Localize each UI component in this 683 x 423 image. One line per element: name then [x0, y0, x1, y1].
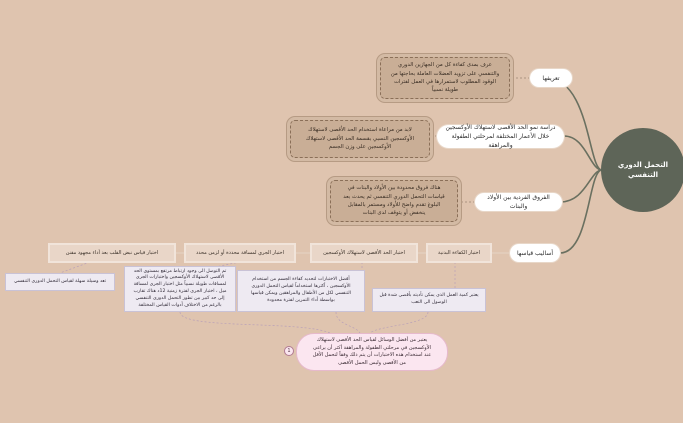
summary-badge: 1 — [284, 346, 294, 356]
branch-gender-differences[interactable]: الفروق الفردية بين الأولاد والبنات — [475, 193, 562, 211]
desc-physical-efficiency[interactable]: يعتبر كمية العمل الذي يمكن تأديته بأقصى شدة قبل الوصول الى التعب — [372, 288, 486, 312]
branch-definition[interactable]: تعريفها — [530, 69, 572, 87]
branch-vo2max-growth[interactable]: دراسة نمو الحد الأقصى لاستهلاك الأوكسجين خلال الأعمار المختلفة لمرحلتي الطفولة والمراهقة — [437, 125, 564, 148]
method-physical-efficiency[interactable]: اختبار الكفاءة البدنية — [428, 245, 490, 261]
branch-measurement-methods[interactable]: أساليب قياسها — [510, 244, 560, 262]
note-gender-differences[interactable]: هناك فروق محدودة بين الأولاد والبنات في قياسات التحمل الدوري التنفسي ثم يحدث بعد البلوغ تقدم واضح للأولاد ومستمر بالمقابل ينخفض أو يتوقف لدى البنات — [330, 180, 458, 222]
method-vo2max-test[interactable]: اختبار الحد الأقصى لاستهلاك الأوكسجين — [312, 245, 416, 261]
summary-bubble[interactable]: يعتبر من أفضل الوسائل لقياس الحد الأقصى لاستهلاك الأوكسجين في مرحلتي الطفولة والمراهقة أكثر أن يراعى عند استخدام هذه الاختبارات أن يتم ذلك وفقاً لتحمل الأقل من الأقصى وليس الحمل الأقصى — [296, 333, 448, 371]
desc-heart-rate-test[interactable]: تعد وسيلة سهلة لقياس التحمل الدوري التنفسي — [5, 273, 115, 291]
desc-vo2max-test[interactable]: أفضل الاختبارات لتحديد كفاءة الجسم من استخدام الأوكسجين ، أكثرها استخداماً لقياس التحمل الدوري التنفسي لكل من الأطفال والمراهقين ويمكن قياسها بواسطة أداء التمرين لفترة محدودة — [237, 270, 365, 312]
central-topic[interactable]: التحمل الدوري التنفسي — [601, 128, 683, 212]
desc-run-test[interactable]: تم التوصل الى وجود ارتباط مرتفع بمستوى الحد الأقصى لاستهلاك الأوكسجين واختبارات الجري لمسافات طويلة نسبياً مثل اختبار الجري لمسافة ميل ، اختبار الجري لفترة زمنية 12د هناك تقارب إلى حد كبير بين تطور التحمل الدوري التنفسي بالرغم من الاختلاف أدوات القياس المختلفة — [124, 266, 236, 312]
note-vo2max-growth[interactable]: لابد من مراعاة استخدام الحد الأقصى لاستهلاك الأوكسجين النسبي بقسمة الحد الأقصى لاستهلاك الأوكسجين على وزن الجسم — [290, 120, 430, 158]
method-heart-rate-test[interactable]: اختبار قياس نبض القلب بعد أداء مجهود مقنن — [50, 245, 174, 261]
note-definition[interactable]: عرف بمدى كفاءة كل من الجهازين الدوري والتنفسي على تزويد العضلات العاملة بحاجتها من الوقود المطلوب لاستمرارها في العمل لفترات طويلة نسبياً — [380, 57, 510, 99]
method-run-test[interactable]: اختبار الجري لمسافة محددة أو لزمن محدد — [186, 245, 294, 261]
